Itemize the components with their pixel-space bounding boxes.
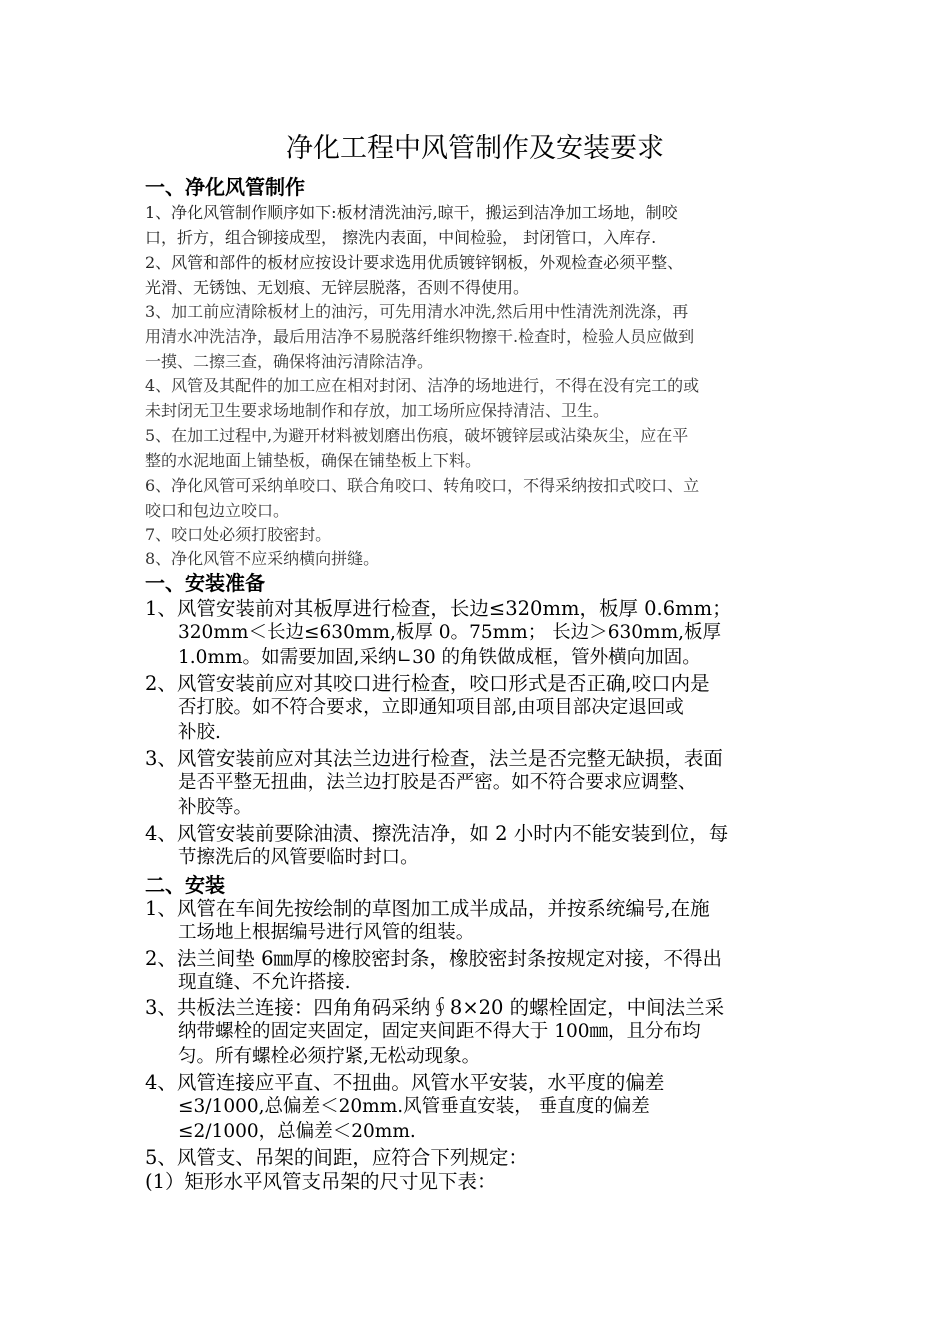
text-line: 7、咬口处必须打胶密封。 (145, 525, 332, 544)
text-line: 匀。所有螺栓必须拧紧,无松动现象。 (178, 1045, 481, 1067)
text-line: 8、净化风管不应采纳横向拼缝。 (145, 549, 380, 568)
text-line: 用清水冲洗洁净，最后用洁净不易脱落纤维织物擦干.检查时，检验人员应做到 (145, 327, 695, 346)
text-line: 口，折方，组合铆接成型， 擦洗内表面，中间检验， 封闭管口，入库存. (145, 228, 657, 247)
text-line: ≤2/1000，总偏差＜20mm. (178, 1120, 416, 1142)
text-line: 2、法兰间垫 6㎜厚的橡胶密封条，橡胶密封条按规定对接，不得出 (145, 947, 723, 970)
document-title: 净化工程中风管制作及安装要求 (286, 133, 664, 164)
text-line: 咬口和包边立咬口。 (145, 501, 290, 520)
text-line: 光滑、无锈蚀、无划痕、无锌层脱落，否则不得使用。 (145, 278, 530, 297)
text-line: 补胶等。 (178, 796, 253, 818)
text-line: 320mm＜长边≤630mm,板厚 0。75mm； 长边＞630mm,板厚 (178, 622, 722, 644)
section-heading-fabrication: 一、净化风管制作 (145, 175, 305, 199)
text-line: (1）矩形水平风管支吊架的尺寸见下表： (145, 1170, 497, 1193)
paragraph (145, 250, 808, 300)
text-line: 补胶. (178, 721, 221, 743)
paragraph (145, 546, 808, 571)
paragraph (145, 299, 808, 374)
text-line: 未封闭无卫生要求场地制作和存放，加工场所应保持清洁、卫生。 (145, 401, 610, 420)
text-line: 3、风管安装前应对其法兰边进行检查，法兰是否完整无缺损，表面 (145, 747, 723, 770)
text-line: 否打胶。如不符合要求，立即通知项目部,由项目部决定退回或 (178, 697, 684, 719)
list-item (145, 897, 808, 946)
list-item (145, 597, 808, 670)
paragraph (145, 522, 808, 547)
text-line: 工场地上根据编号进行风管的组装。 (178, 922, 475, 944)
text-line: 2、风管安装前应对其咬口进行检查，咬口形式是否正确,咬口内是 (145, 672, 710, 695)
list-item (145, 672, 808, 745)
paragraph (145, 473, 808, 523)
paragraph (145, 373, 808, 423)
list-item (145, 1170, 808, 1194)
section-heading-installation: 二、安装 (145, 873, 225, 897)
text-line: 纳带螺栓的固定夹固定，固定夹间距不得大于 100㎜，且分布均 (178, 1021, 701, 1043)
list-item (145, 1146, 808, 1170)
text-line: 1、净化风管制作顺序如下:板材清洗油污,晾干，搬运到洁净加工场地，制咬 (145, 203, 678, 222)
text-line: 整的水泥地面上铺垫板，确保在铺垫板上下料。 (145, 451, 482, 470)
text-line: 6、净化风管可采纳单咬口、联合角咬口、转角咬口，不得采纳按扣式咬口、立 (145, 476, 700, 495)
text-line: 现直缝、不允许搭接. (178, 972, 351, 994)
list-item (145, 996, 808, 1069)
text-line: 节擦洗后的风管要临时封口。 (178, 847, 419, 869)
text-line: 3、共板法兰连接：四角角码采纳∮8×20 的螺栓固定，中间法兰采 (145, 996, 725, 1019)
text-line: 2、风管和部件的板材应按设计要求选用优质镀锌钢板，外观检查必须平整、 (145, 253, 684, 272)
list-item (145, 822, 808, 871)
text-line: 4、风管及其配件的加工应在相对封闭、洁净的场地进行，不得在没有完工的或 (145, 376, 700, 395)
paragraph (145, 200, 808, 250)
text-line: 1、风管安装前对其板厚进行检查，长边≤320mm，板厚 0.6mm； (145, 597, 732, 620)
text-line: 1、风管在车间先按绘制的草图加工成半成品，并按系统编号,在施 (145, 897, 710, 920)
paragraph (145, 423, 808, 473)
text-line: 3、加工前应清除板材上的油污，可先用清水冲洗,然后用中性清洗剂洗涤，再 (145, 302, 689, 321)
list-item (145, 947, 808, 996)
text-line: 1.0mm。如需要加固,采纳∟30 的角铁做成框，管外横向加固。 (178, 646, 701, 668)
text-line: 5、在加工过程中,为避开材料被划磨出伤痕，破坏镀锌层或沾染灰尘，应在平 (145, 426, 689, 445)
list-item (145, 747, 808, 820)
section-heading-preparation: 一、安装准备 (145, 571, 265, 595)
text-line: 是否平整无扭曲，法兰边打胶是否严密。如不符合要求应调整、 (178, 772, 697, 794)
text-line: ≤3/1000,总偏差＜20mm.风管垂直安装， 垂直度的偏差 (178, 1096, 650, 1118)
text-line: 5、风管支、吊架的间距，应符合下列规定： (145, 1146, 528, 1169)
text-line: 一摸、二擦三查，确保将油污清除洁净。 (145, 352, 434, 371)
text-line: 4、风管安装前要除油渍、擦洗洁净，如 2 小时内不能安装到位，每 (145, 822, 729, 845)
list-item (145, 1071, 808, 1144)
text-line: 4、风管连接应平直、不扭曲。风管水平安装，水平度的偏差 (145, 1071, 665, 1094)
